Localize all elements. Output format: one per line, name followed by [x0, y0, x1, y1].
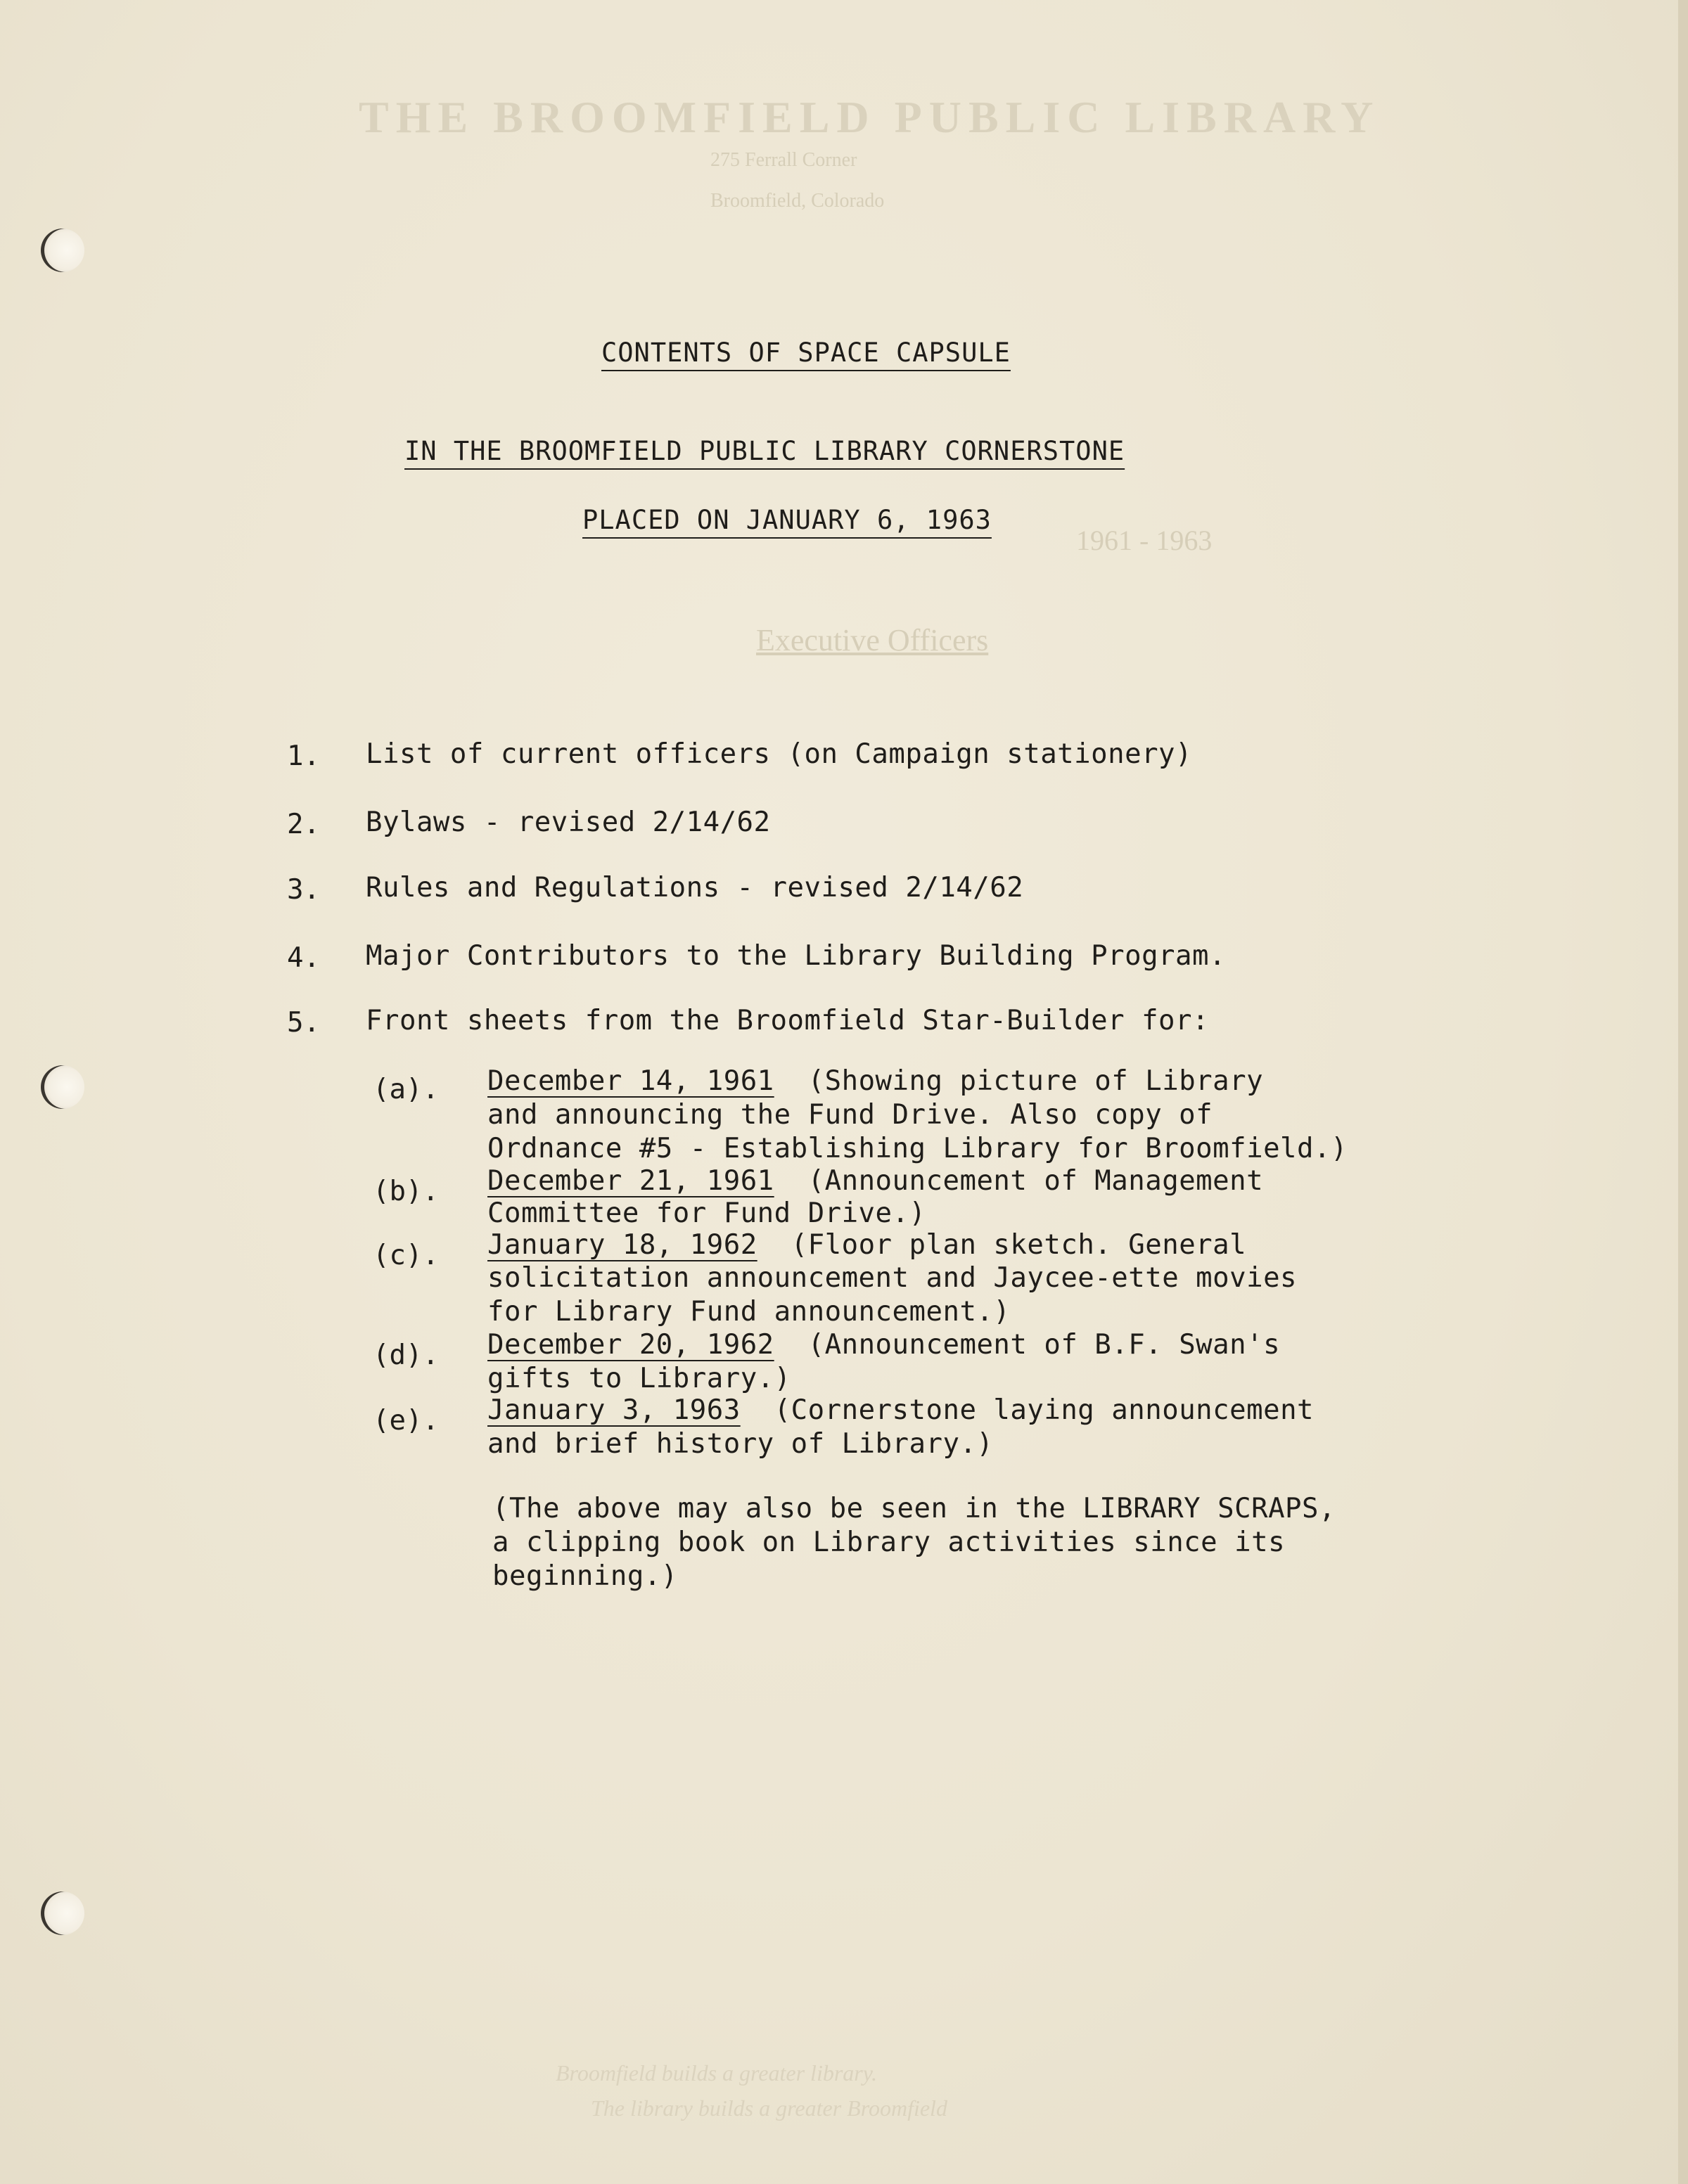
- item-number: 3.: [287, 874, 320, 906]
- subitem-label: (e).: [373, 1405, 439, 1437]
- subitem-first-line: [487, 1394, 1314, 1426]
- item-text: Major Contributors to the Library Building Program.: [366, 940, 1226, 972]
- item-number: 1.: [287, 740, 320, 772]
- subitem-first-line: [487, 1229, 1246, 1261]
- show-through-address-line: 275 Ferrall Corner: [710, 149, 857, 171]
- note-line: (The above may also be seen in the LIBRARY SCRAPS,: [492, 1493, 1336, 1524]
- show-through-letterhead: THE BROOMFIELD PUBLIC LIBRARY: [359, 92, 1381, 142]
- subitem-label: (b).: [373, 1176, 439, 1207]
- note-line: a clipping book on Library activities since its: [492, 1527, 1286, 1558]
- subitem-description: (Showing picture of Library: [807, 1065, 1264, 1097]
- note-line: beginning.): [492, 1560, 678, 1592]
- item-number: 4.: [287, 942, 320, 974]
- item-text: Front sheets from the Broomfield Star-Builder for:: [366, 1005, 1209, 1036]
- subitem-label: (a).: [373, 1074, 439, 1105]
- item-number: 2.: [287, 809, 320, 840]
- binder-hole: [41, 1891, 84, 1935]
- subitem-description: (Cornerstone laying announcement: [774, 1394, 1315, 1426]
- page-subtitle: IN THE BROOMFIELD PUBLIC LIBRARY CORNERSTONE: [404, 436, 1125, 466]
- show-through-address-line: Broomfield, Colorado: [710, 190, 885, 212]
- binder-hole: [41, 1065, 84, 1109]
- binder-hole: [41, 229, 84, 272]
- subitem-date: December 14, 1961: [487, 1065, 774, 1097]
- page-edge: [1678, 0, 1688, 2184]
- subitem-date: January 3, 1963: [487, 1394, 741, 1426]
- show-through-section: Executive Officers: [756, 623, 989, 657]
- subitem-continuation: gifts to Library.): [487, 1363, 791, 1394]
- show-through-footer-line: Broomfield builds a greater library.: [556, 2060, 878, 2086]
- show-through-years: 1961 - 1963: [1076, 525, 1213, 556]
- subitem-date: January 18, 1962: [487, 1229, 757, 1261]
- subitem-date: December 21, 1961: [487, 1165, 774, 1197]
- subitem-first-line: [487, 1165, 1263, 1197]
- item-text: List of current officers (on Campaign stationery): [366, 738, 1193, 770]
- subitem-description: (Floor plan sketch. General: [791, 1229, 1247, 1261]
- subitem-label: (c).: [373, 1240, 439, 1271]
- item-text: Rules and Regulations - revised 2/14/62: [366, 872, 1024, 904]
- subitem-description: (Announcement of Management: [807, 1165, 1264, 1197]
- subitem-date: December 20, 1962: [487, 1329, 774, 1361]
- item-text: Bylaws - revised 2/14/62: [366, 807, 771, 838]
- subitem-continuation: for Library Fund announcement.): [487, 1296, 1011, 1328]
- show-through-footer-line: The library builds a greater Broomfield: [591, 2095, 947, 2121]
- subitem-first-line: [487, 1329, 1280, 1361]
- subitem-continuation: Ordnance #5 - Establishing Library for Broomfield.): [487, 1133, 1348, 1164]
- page-title: CONTENTS OF SPACE CAPSULE: [601, 338, 1011, 368]
- subitem-continuation: and brief history of Library.): [487, 1428, 994, 1460]
- subitem-label: (d).: [373, 1340, 439, 1371]
- subitem-continuation: and announcing the Fund Drive. Also copy of: [487, 1099, 1213, 1131]
- subitem-description: (Announcement of B.F. Swan's: [807, 1329, 1281, 1361]
- subitem-first-line: [487, 1065, 1263, 1097]
- subitem-continuation: solicitation announcement and Jaycee-ette movies: [487, 1262, 1298, 1294]
- subitem-continuation: Committee for Fund Drive.): [487, 1197, 926, 1229]
- item-number: 5.: [287, 1007, 320, 1039]
- placed-date-heading: PLACED ON JANUARY 6, 1963: [582, 505, 992, 535]
